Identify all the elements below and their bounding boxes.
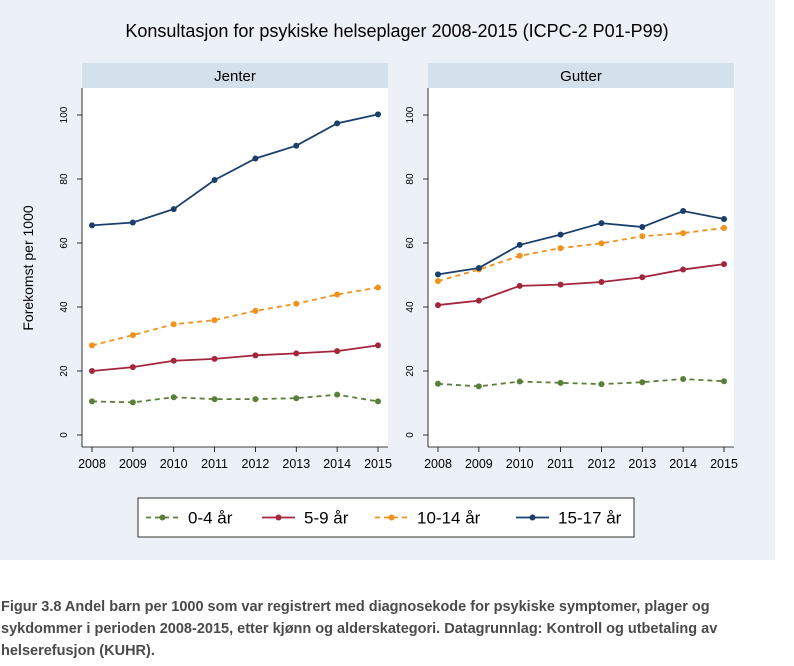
x-tick-label: 2009 — [464, 457, 493, 471]
data-point — [721, 261, 727, 267]
panel-jenter — [59, 63, 392, 471]
data-point — [375, 284, 381, 290]
data-point — [334, 292, 340, 298]
data-point — [212, 177, 218, 183]
data-point — [89, 398, 95, 404]
panel-gutter — [405, 63, 738, 471]
chart-panels — [59, 63, 738, 471]
data-point — [334, 120, 340, 126]
data-point — [293, 143, 299, 149]
x-tick-label: 2015 — [710, 457, 738, 471]
data-point — [212, 356, 218, 362]
data-point — [375, 398, 381, 404]
x-tick-label: 2010 — [159, 457, 188, 471]
x-tick-label: 2011 — [547, 457, 575, 471]
y-tick-label: 60 — [405, 237, 416, 249]
data-point — [639, 274, 645, 280]
data-point — [435, 381, 441, 387]
x-tick-label: 2009 — [118, 457, 147, 471]
data-point — [89, 222, 95, 228]
data-point — [252, 352, 258, 358]
data-point — [375, 342, 381, 348]
plot-area — [82, 88, 388, 447]
data-point — [639, 224, 645, 230]
y-axis-label: Forekomst per 1000 — [20, 205, 36, 331]
data-point — [130, 332, 136, 338]
data-point — [680, 267, 686, 273]
data-point — [721, 225, 727, 231]
data-point — [639, 379, 645, 385]
data-point — [130, 399, 136, 405]
data-point — [680, 208, 686, 214]
data-point — [171, 206, 177, 212]
y-tick-label: 20 — [405, 365, 416, 377]
panel-title: Gutter — [560, 68, 602, 85]
data-point — [598, 279, 604, 285]
legend-swatch-marker — [160, 515, 166, 521]
legend-label: 10-14 år — [417, 508, 481, 528]
chart-legend — [138, 498, 634, 537]
data-point — [517, 283, 523, 289]
data-point — [558, 380, 564, 386]
data-point — [517, 242, 523, 248]
data-point — [130, 220, 136, 226]
data-point — [252, 396, 258, 402]
data-point — [252, 308, 258, 314]
data-point — [598, 240, 604, 246]
chart-title: Konsultasjon for psykiske helseplager 2008-2015 (ICPC-2 P01-P99) — [125, 21, 669, 41]
data-point — [89, 342, 95, 348]
legend-label: 15-17 år — [558, 508, 622, 528]
data-point — [89, 368, 95, 374]
x-tick-label: 2013 — [282, 457, 311, 471]
x-tick-label: 2012 — [587, 457, 616, 471]
data-point — [212, 396, 218, 402]
data-point — [252, 156, 258, 162]
data-point — [476, 265, 482, 271]
legend-label: 0-4 år — [188, 508, 233, 528]
data-point — [171, 358, 177, 364]
y-tick-label: 100 — [405, 106, 416, 124]
data-point — [435, 271, 441, 277]
data-point — [721, 216, 727, 222]
data-point — [435, 278, 441, 284]
data-point — [212, 317, 218, 323]
x-tick-label: 2015 — [364, 457, 392, 471]
data-point — [721, 378, 727, 384]
data-point — [558, 245, 564, 251]
y-tick-label: 80 — [59, 173, 70, 185]
x-tick-label: 2012 — [241, 457, 270, 471]
x-tick-label: 2010 — [505, 457, 534, 471]
legend-swatch-marker — [276, 515, 282, 521]
y-tick-label: 80 — [405, 173, 416, 185]
y-tick-label: 40 — [59, 301, 70, 313]
y-tick-label: 20 — [59, 365, 70, 377]
panel-title: Jenter — [214, 68, 256, 85]
figure-caption: Figur 3.8 Andel barn per 1000 som var registrert med diagnosekode for psykiske symptomer, plager og sykdommer i perioden 2008-2015, etter kjønn og alderskategori. Datagrunnlag: Kontroll og utbetaling av helserefusjon (KUHR). — [1, 599, 718, 659]
x-tick-label: 2008 — [424, 457, 452, 471]
y-tick-label: 60 — [59, 237, 70, 249]
y-tick-label: 40 — [405, 301, 416, 313]
y-tick-label: 0 — [405, 432, 416, 438]
data-point — [130, 364, 136, 370]
data-point — [558, 232, 564, 238]
x-tick-label: 2008 — [78, 457, 106, 471]
data-point — [293, 350, 299, 356]
legend-swatch-marker — [530, 515, 536, 521]
data-point — [517, 379, 523, 385]
legend-swatch-marker — [389, 515, 395, 521]
x-tick-label: 2014 — [323, 457, 352, 471]
data-point — [334, 348, 340, 354]
y-tick-label: 100 — [59, 106, 70, 124]
y-tick-label: 0 — [59, 432, 70, 438]
x-tick-label: 2013 — [628, 457, 657, 471]
data-point — [171, 394, 177, 400]
data-point — [558, 282, 564, 288]
data-point — [435, 302, 441, 308]
data-point — [293, 395, 299, 401]
data-point — [680, 376, 686, 382]
data-point — [334, 392, 340, 398]
data-point — [476, 298, 482, 304]
data-point — [171, 321, 177, 327]
data-point — [476, 383, 482, 389]
data-point — [375, 111, 381, 117]
x-tick-label: 2014 — [669, 457, 698, 471]
x-tick-label: 2011 — [201, 457, 229, 471]
data-point — [517, 253, 523, 259]
plot-area — [428, 88, 734, 447]
data-point — [680, 230, 686, 236]
data-point — [598, 381, 604, 387]
legend-label: 5-9 år — [304, 508, 349, 528]
data-point — [598, 220, 604, 226]
data-point — [639, 233, 645, 239]
data-point — [293, 301, 299, 307]
